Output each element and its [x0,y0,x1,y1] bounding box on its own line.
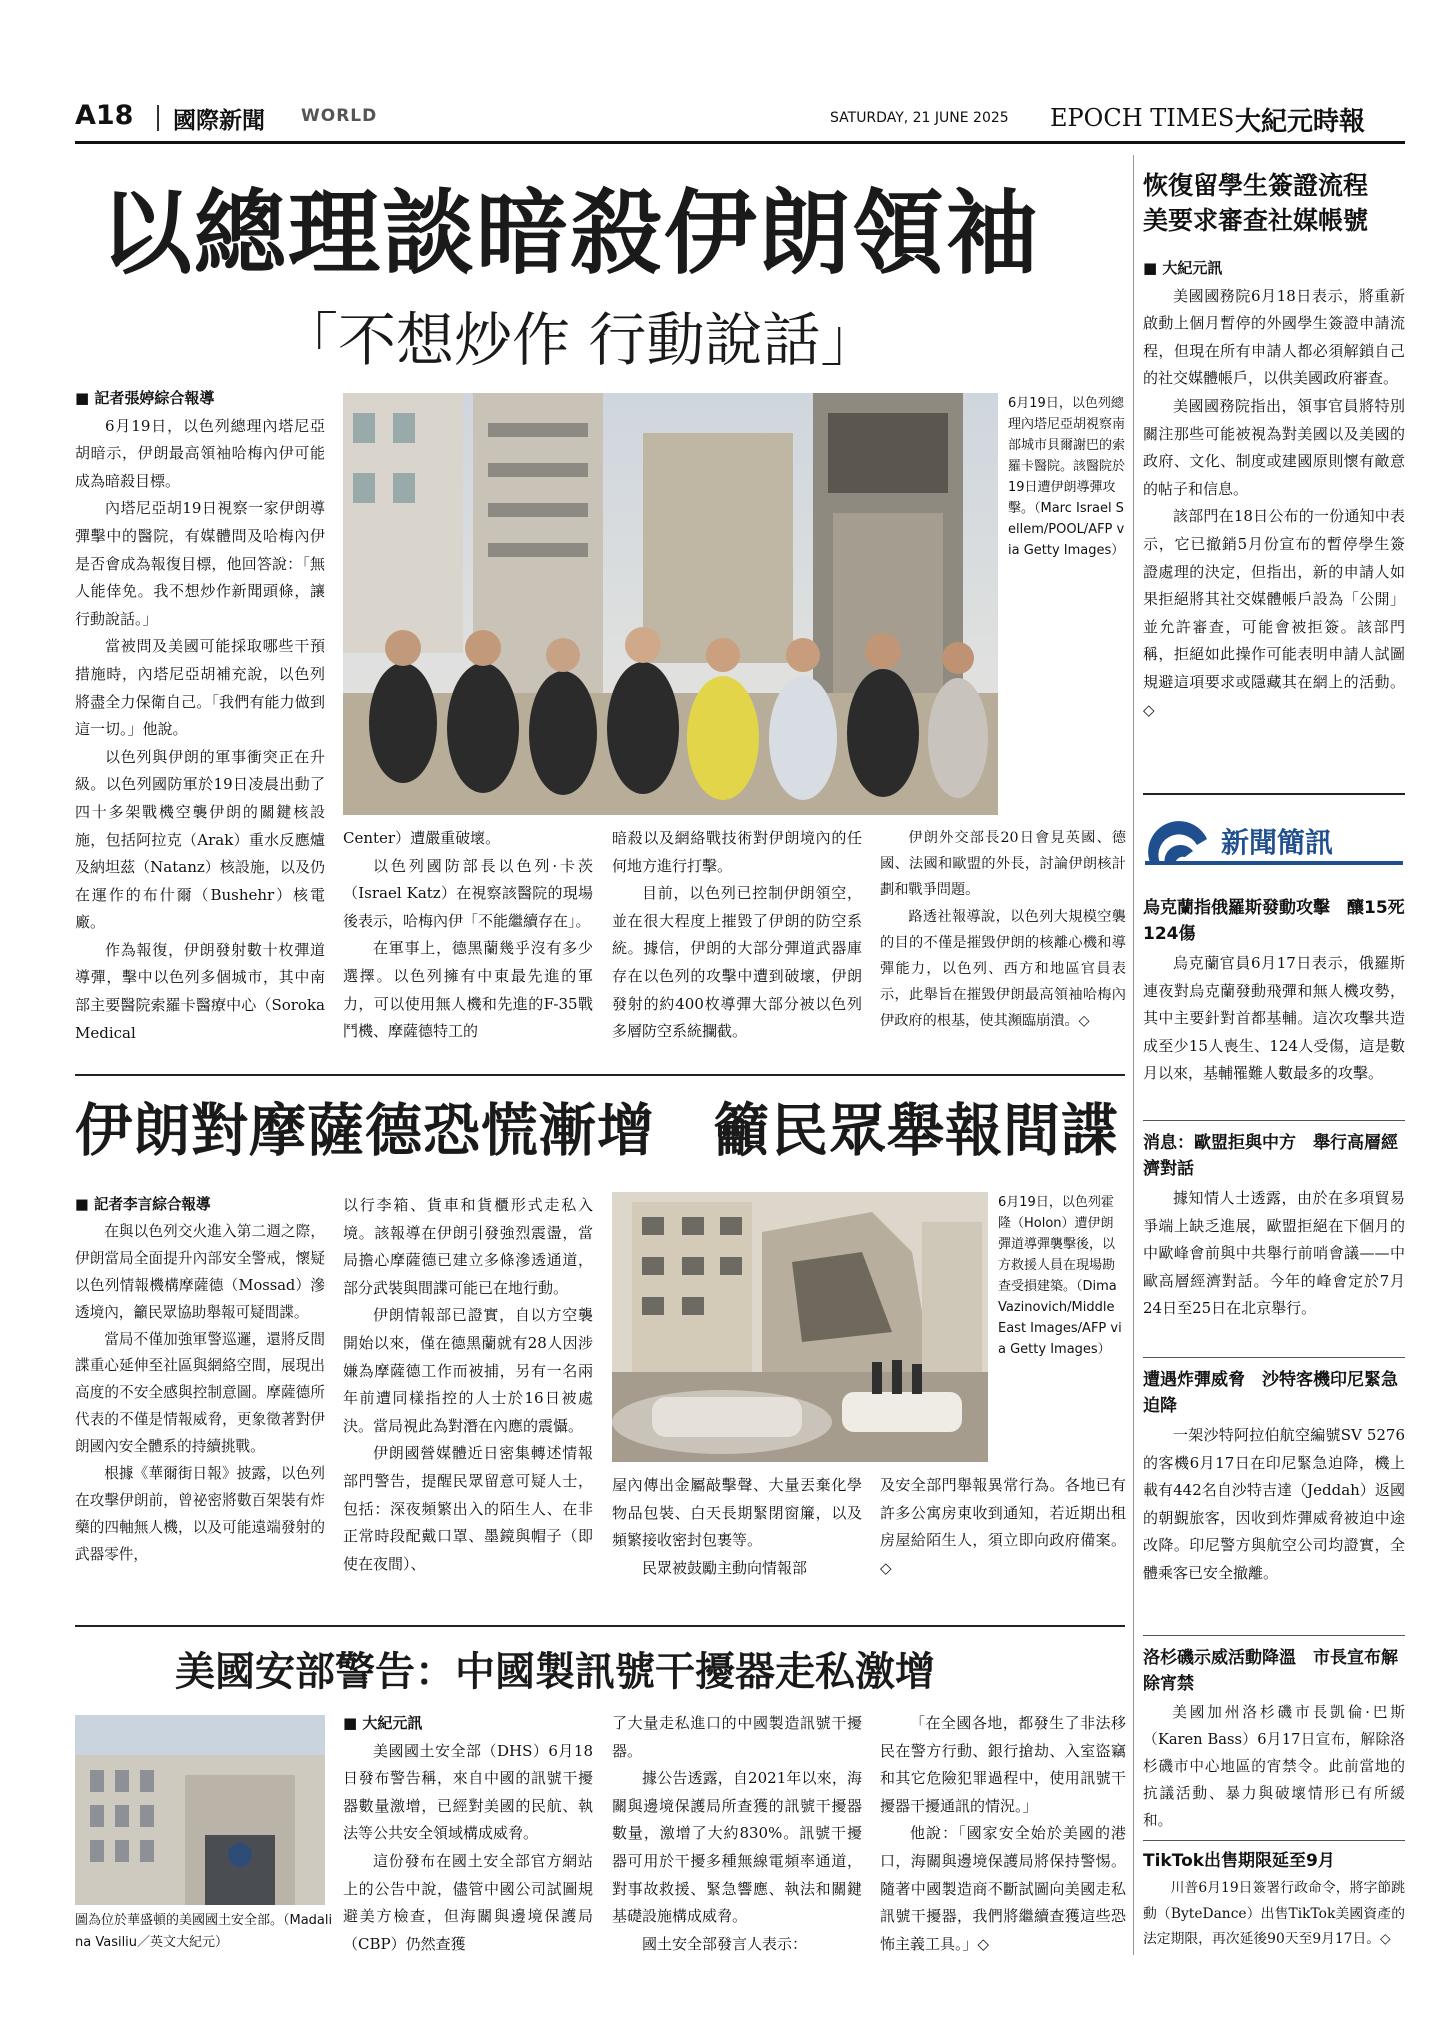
story1-photo [343,393,998,815]
story3-column-1 [343,1710,593,1960]
story-divider [75,1074,1125,1076]
brief-body [1143,950,1405,1115]
paragraph: 該部門在18日公布的一份通知中表示，它已撤銷5月份宣布的暫停學生簽證處理的決定，但指出，新的申請人如果拒絕將其社交媒體帳戶設為「公開」並允許審查，可能會被拒簽。該部門稱，拒絕如此操作可能表明申請人試圖規避這項要求或隱藏其在網上的活動。◇ [1143,507,1405,719]
paragraph: 了大量走私進口的中國製造訊號干擾器。 [612,1714,862,1760]
story2-headline: 伊朗對摩薩德恐慌漸增 籲民眾舉報間諜 [75,1098,1119,1164]
sidebar-divider [1133,155,1134,1955]
damaged-building-image [612,1192,988,1462]
sidebar-lead-title: 恢復留學生簽證流程 美要求審查社媒帳號 [1143,171,1394,235]
story3-headline: 美國安部警告：中國製訊號干擾器走私激增 [175,1649,935,1695]
paragraph: 國土安全部發言人表示： [642,1934,808,1953]
brief-title: 遭遇炸彈威脅 沙特客機印尼緊急迫降 [1143,1370,1398,1416]
story3-column-2 [612,1710,862,1960]
story2-byline: ■ 記者李言綜合報導 [75,1196,211,1213]
paragraph: 「在全國各地，都發生了非法移民在警方行動、銀行搶劫、入室盜竊和其它危險犯罪過程中，使用訊號干擾器干擾通訊的情況。」 [880,1714,1126,1815]
story3-byline: ■ 大紀元訊 [343,1714,423,1732]
brief-body [1143,1422,1405,1627]
paragraph: 一架沙特阿拉伯航空編號SV 5276的客機6月17日在印尼緊急迫降，機上載有442名自沙特吉達（Jeddah）返國的朝覲旅客，因收到炸彈威脅被迫中途改降。印尼警方與航空公司均證實，全體乘客已安全撤離。 [1143,1426,1405,1582]
paragraph: 目前，以色列已控制伊朗領空，並在很大程度上摧毀了伊朗的防空系統。據信，伊朗的大部分彈道武器庫存在以色列的攻擊中遭到破壞，伊朗發射的約400枚導彈大部分被以色列多層防空系統攔截。 [612,884,862,1041]
paragraph: 路透社報導說，以色列大規模空襲的目的不僅是摧毀伊朗的核離心機和導彈能力，以色列、西方和地區官員表示，此舉旨在摧毀伊朗最高領袖哈梅內伊政府的根基，使其瀕臨崩潰。◇ [880,908,1126,1030]
section-name: 國際新聞 [173,108,265,134]
brief-divider [1143,1635,1405,1636]
story1-headline: 以總理談暗殺伊朗領袖 [100,179,1041,287]
story2-column-2 [343,1192,593,1612]
story1-byline: ■ 記者張婷綜合報導 [75,389,215,407]
paragraph: 當局不僅加強軍警巡邏，還將反間諜重心延伸至社區與網絡空間，展現出高度的不安全感與控制意圖。摩薩德所代表的不僅是情報威脅，更象徵著對伊朗國內安全體系的持續挑戰。 [75,1330,325,1456]
brief-title: 洛杉磯示威活動降溫 市長宣布解除宵禁 [1143,1648,1398,1694]
sidebar-lead-body [1143,255,1405,780]
header-divider [157,105,159,131]
paragraph: 在軍事上，德黑蘭幾乎沒有多少選擇。以色列擁有中東最先進的軍力，可以使用無人機和先進的F-35戰鬥機、摩薩德特工的 [343,939,593,1041]
dhs-building-image [75,1715,325,1905]
paragraph: 作為報復，伊朗發射數十枚彈道導彈，擊中以色列多個城市，其中南部主要醫院索羅卡醫療中心（Soroka Medical [75,940,325,1042]
paragraph: 內塔尼亞胡19日視察一家伊朗導彈擊中的醫院，有媒體問及哈梅內伊是否會成為報復目標，他回答說：「無人能倖免。我不想炒作新聞頭條，讓行動說話。」 [75,499,325,628]
paragraph: 及安全部門舉報異常行為。各地已有許多公寓房東收到通知，若近期出租房屋給陌生人，須立即向政府備案。◇ [880,1476,1126,1577]
brief-title: 消息：歐盟拒與中方 舉行高層經濟對話 [1143,1133,1398,1179]
header-rule [75,141,1405,144]
paragraph: 根據《華爾街日報》披露，以色列在攻擊伊朗前，曾祕密將數百架裝有炸藥的四軸無人機，以及可能遠端發射的武器零件， [75,1465,325,1563]
paragraph: 伊朗外交部長20日會見英國、德國、法國和歐盟的外長，討論伊朗核計劃和戰爭問題。 [880,830,1126,899]
story1-subhead: 「不想炒作 行動說話」 [280,306,879,374]
page-number: A18 [75,100,134,131]
paragraph: 據公告透露，自2021年以來，海關與邊境保護局所查獲的訊號干擾器數量，激增了大約830%。訊號干擾器可用於干擾多種無線電頻率通道，對事故救援、緊急響應、執法和關鍵基礎設施構成威脅。 [612,1769,862,1926]
paragraph: 在與以色列交火進入第二週之際，伊朗當局全面提升內部安全警戒，懷疑以色列情報機構摩薩德（Mossad）滲透境內，籲民眾協助舉報可疑間諜。 [75,1222,325,1321]
story2-photo [612,1192,988,1462]
paragraph: 美國國務院6月18日表示，將重新啟動上個月暫停的外國學生簽證申請流程，但現在所有申請人都必須解鎖自己的社交媒體帳戶，以供美國政府審查。 [1143,286,1405,388]
paragraph: 以行李箱、貨車和貨櫃形式走私入境。該報導在伊朗引發強烈震盪，當局擔心摩薩德已建立多條滲透通道，部分武裝與間諜可能已在地行動。 [343,1196,593,1297]
paragraph: 美國加州洛杉磯市長凱倫·巴斯（Karen Bass）6月17日宣布，解除洛杉磯市中心地區的宵禁令。此前當地的抗議活動、暴力與破壞情形已有所緩和。 [1143,1704,1405,1829]
story2-column-3 [612,1472,862,1612]
briefs-banner-bar [1145,861,1403,865]
paragraph: 以色列國防部長以色列·卡茨（Israel Katz）在視察該醫院的現場後表示，哈梅內伊「不能繼續存在」。 [343,856,593,930]
paragraph: 民眾被鼓勵主動向情報部 [642,1558,808,1577]
paragraph: 美國國土安全部（DHS）6月18日發布警告稱，來自中國的訊號干擾器數量激增，已經對美國的民航、執法等公共安全領域構成威脅。 [343,1741,593,1843]
brief-body [1143,1185,1405,1345]
masthead-english: EPOCH TIMES [1050,104,1235,132]
story3-photo-caption: 圖為位於華盛頓的美國國土安全部。（Madalina Vasiliu／英文大紀元） [75,1913,333,1950]
sidebar-lead-byline: ■ 大紀元訊 [1143,259,1223,277]
section-name-en: WORLD [301,106,378,126]
paragraph: 以色列與伊朗的軍事衝突正在升級。以色列國防軍於19日凌晨出動了四十多架戰機空襲伊朗的關鍵核設施，包括阿拉克（Arak）重水反應爐及納坦茲（Natanz）核設施，以及仍在運作的布什爾（Bushehr）核電廠。 [75,747,325,932]
story2-photo-caption: 6月19日，以色列霍隆（Holon）遭伊朗彈道導彈襲擊後，以方救援人員在現場勘查受損建築。（Dima Vazinovich/Middle East Images/AFP via Getty Images） [998,1195,1122,1357]
story1-photo-caption: 6月19日，以色列總理內塔尼亞胡視察南部城市貝爾謝巴的索羅卡醫院。該醫院於19日遭伊朗導彈攻擊。（Marc Israel Sellem/POOL/AFP via Getty Images） [1008,396,1126,558]
story1-column-1 [75,385,325,1065]
briefs-label: 新聞簡訊 [1221,826,1334,859]
brief-divider [1143,1840,1405,1841]
story2-column-4 [880,1472,1126,1612]
story1-column-4 [880,825,1126,1065]
brief-title: TikTok出售期限延至9月 [1143,1851,1335,1871]
story1-column-2 [343,825,593,1065]
brief-body [1143,1700,1405,1835]
paragraph: 這份發布在國土安全部官方網站上的公告中說，儘管中國公司試圖規避美方檢查，但海關與邊境保護局（CBP）仍然查獲 [343,1851,593,1953]
masthead-chinese: 大紀元時報 [1235,107,1366,137]
paragraph: 6月19日，以色列總理內塔尼亞胡暗示，伊朗最高領袖哈梅內伊可能成為暗殺目標。 [75,416,325,490]
hospital-visit-image [343,393,998,815]
issue-date: SATURDAY, 21 JUNE 2025 [830,110,1009,126]
news-briefs-banner [1145,815,1403,871]
story3-photo [75,1715,325,1905]
paragraph: 據知情人士透露，由於在多項貿易爭端上缺乏進展，歐盟拒絕在下個月的中歐峰會前與中共舉行前哨會議——中歐高層經濟對話。今年的峰會定於7月24日至25日在北京舉行。 [1143,1189,1405,1318]
paragraph: 暗殺以及網絡戰技術對伊朗境內的任何地方進行打擊。 [612,829,862,875]
story2-column-1 [75,1192,325,1612]
brief-divider [1143,1120,1405,1121]
paragraph: 美國國務院指出，領事官員將特別關注那些可能被視為對美國以及美國的政府、文化、制度或建國原則懷有敵意的帖子和信息。 [1143,396,1405,498]
sidebar-rule [1143,793,1405,795]
paragraph: 當被問及美國可能採取哪些干預措施時，內塔尼亞胡補充說，以色列將盡全力保衛自己。「我們有能力做到這一切。」他說。 [75,637,325,739]
paragraph: 伊朗情報部已證實，自以方空襲開始以來，僅在德黑蘭就有28人因涉嫌為摩薩德工作而被捕，另有一名兩年前遭同樣指控的人士於16日被處決。當局視此為對潛在內應的震懾。 [343,1306,593,1435]
story-divider [75,1625,1125,1627]
paragraph: Center）遭嚴重破壞。 [343,829,501,847]
paragraph: 屋內傳出金屬敲擊聲、大量丟棄化學物品包裝、白天長期緊閉窗簾，以及頻繁接收密封包裹等。 [612,1476,862,1550]
brief-title: 烏克蘭指俄羅斯發動攻擊 釀15死 124傷 [1143,898,1405,944]
paragraph: 伊朗國營媒體近日密集轉述情報部門警告，提醒民眾留意可疑人士，包括：深夜頻繁出入的陌生人、在非正常時段配戴口罩、墨鏡與帽子（即使在夜間）、 [343,1444,593,1573]
story3-column-3 [880,1710,1126,1960]
page-header [75,100,1405,136]
paragraph: 烏克蘭官員6月17日表示，俄羅斯連夜對烏克蘭發動飛彈和無人機攻勢，其中主要針對首都基輔。這次攻擊共造成至少15人喪生、124人受傷，這是數月以來，基輔罹難人數最多的攻擊。 [1143,954,1405,1083]
paragraph: 川普6月19日簽署行政命令，將字節跳動（ByteDance）出售TikTok美國資產的法定期限，再次延後90天至9月17日。◇ [1143,1880,1405,1947]
paragraph: 他說：「國家安全始於美國的港口，海關與邊境保護局將保持警惕。隨著中國製造商不斷試圖向美國走私訊號干擾器，我們將繼續查獲這些恐怖主義工具。」◇ [880,1824,1126,1953]
brief-body [1143,1876,1405,1961]
brief-divider [1143,1357,1405,1358]
story1-column-3 [612,825,862,1065]
